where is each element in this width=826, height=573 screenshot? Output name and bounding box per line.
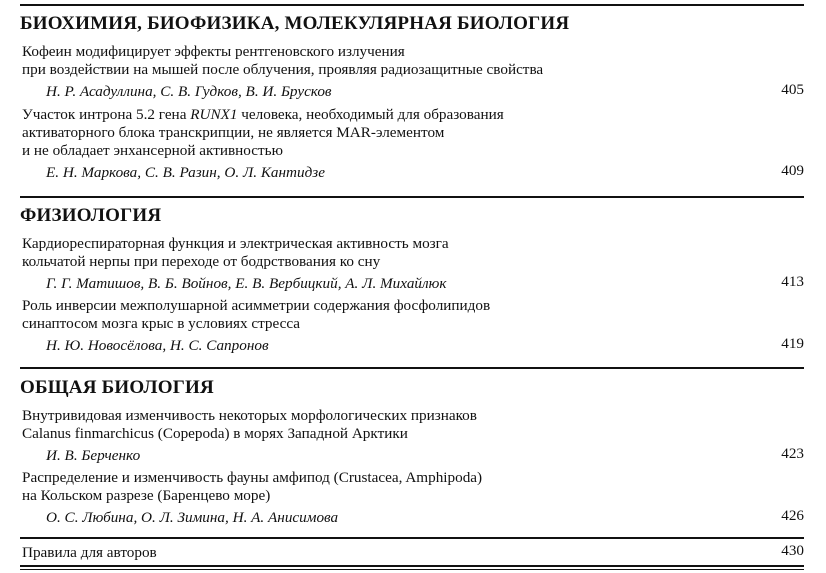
page-number: 426	[781, 507, 804, 524]
section-divider	[20, 196, 804, 198]
article-authors: Г. Г. Матишов, В. Б. Войнов, Е. В. Вербицкий, А. Л. Михайлюк	[46, 275, 447, 292]
footer-page-number: 430	[781, 542, 804, 559]
article-title-line: Роль инверсии межполушарной асимметрии содержания фосфолипидов	[22, 297, 491, 314]
authors-row	[20, 164, 804, 184]
page-number: 413	[781, 273, 804, 290]
title-fragment: Участок интрона 5.2 гена	[22, 106, 187, 123]
title-fragment: человека, необходимый для образования	[241, 106, 504, 123]
footer-label: Правила для авторов	[22, 544, 157, 561]
article-amphipoda	[20, 469, 804, 529]
article-authors: О. С. Любина, О. Л. Зимина, Н. А. Анисимова	[46, 509, 339, 526]
authors-row	[20, 447, 804, 467]
article-title-line: при воздействии на мышей после облучения, проявляя радиозащитные свойства	[22, 61, 544, 78]
section-title-physiology: ФИЗИОЛОГИЯ	[20, 205, 162, 226]
section-title-general-biology: ОБЩАЯ БИОЛОГИЯ	[20, 377, 214, 398]
article-title-line: Кофеин модифицирует эффекты рентгеновского излучения	[22, 43, 405, 60]
article-title-line	[20, 106, 804, 124]
article-calanus	[20, 407, 804, 467]
authors-row	[20, 509, 804, 529]
article-title-line: и не обладает энхансерной активностью	[22, 142, 283, 159]
authors-row	[20, 83, 804, 103]
authors-row	[20, 275, 804, 295]
article-title-line: Calanus finmarchicus (Copepoda) в морях Западной Арктики	[22, 425, 408, 442]
article-phospholipids	[20, 297, 804, 357]
article-runx1	[20, 106, 804, 184]
footer-row	[20, 544, 804, 564]
article-title-line: Распределение и изменчивость фауны амфипод (Crustacea, Amphipoda)	[22, 469, 483, 486]
article-cardiorespiratory	[20, 235, 804, 295]
article-caffeine	[20, 43, 804, 103]
section-divider	[20, 367, 804, 369]
bottom-double-rule	[20, 565, 804, 567]
article-title-line: на Кольском разрезе (Баренцево море)	[22, 487, 271, 504]
section-divider	[20, 4, 804, 6]
section-title-biochemistry: БИОХИМИЯ, БИОФИЗИКА, МОЛЕКУЛЯРНАЯ БИОЛОГИЯ	[20, 13, 570, 34]
footer-divider	[20, 537, 804, 539]
article-title-line: активаторного блока транскрипции, не является MAR-элементом	[22, 124, 445, 141]
article-authors: Е. Н. Маркова, С. В. Разин, О. Л. Кантидзе	[46, 164, 325, 181]
page-number: 419	[781, 335, 804, 352]
page-number: 405	[781, 81, 804, 98]
article-authors: Н. Р. Асадуллина, С. В. Гудков, В. И. Брусков	[46, 83, 332, 100]
article-title-line: Кардиореспираторная функция и электрическая активность мозга	[22, 235, 449, 252]
page-number: 409	[781, 162, 804, 179]
page-number: 423	[781, 445, 804, 462]
article-title-line: Внутривидовая изменчивость некоторых морфологических признаков	[22, 407, 477, 424]
article-title-line: синаптосом мозга крыс в условиях стресса	[22, 315, 301, 332]
article-title-line: кольчатой нерпы при переходе от бодрствования ко сну	[22, 253, 381, 270]
article-authors: Н. Ю. Новосёлова, Н. С. Сапронов	[46, 337, 269, 354]
authors-row	[20, 337, 804, 357]
article-authors: И. В. Берченко	[46, 447, 141, 464]
gene-name: RUNX1	[190, 106, 238, 123]
